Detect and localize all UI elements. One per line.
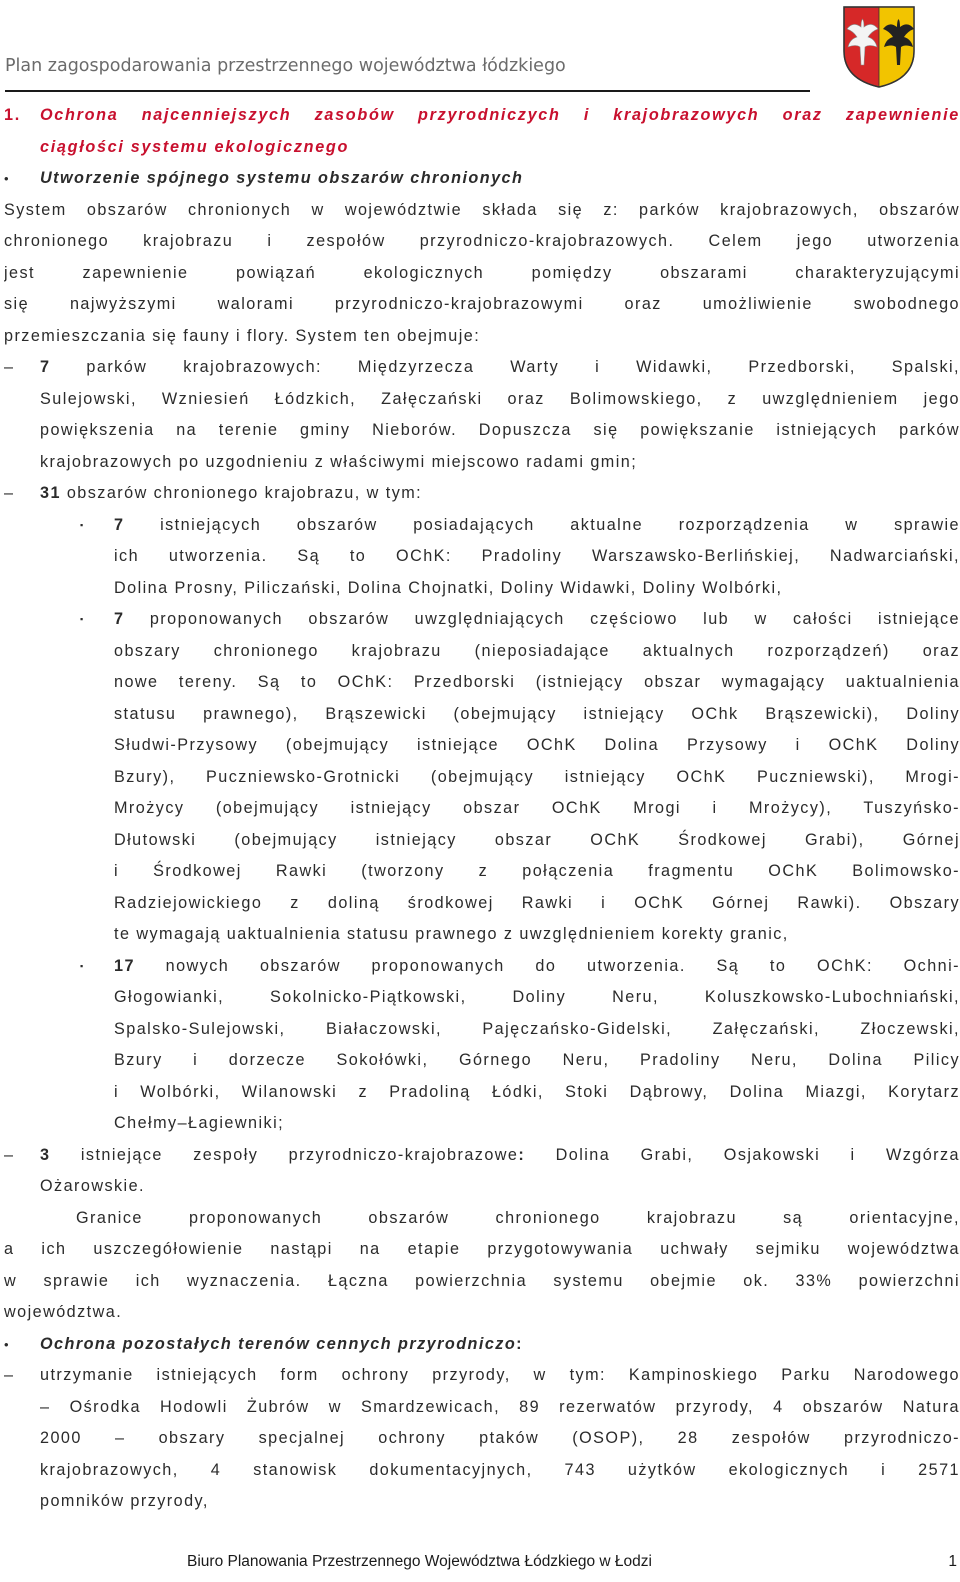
para-line: województwa.: [4, 1303, 123, 1321]
list-line: Dłutowski (obejmujący istniejący obszar OChK Środkowej Grabi), Górnej: [114, 830, 960, 849]
square-bullet-icon: ▪: [80, 519, 85, 530]
para-line: w sprawie ich wyznaczenia. Łączna powierzchnia systemu obejmie ok. 33% powierzchni: [4, 1271, 960, 1290]
list-line: Bzury i dorzecze Sokołówki, Górnego Neru, Pradoliny Neru, Dolina Pilicy: [114, 1051, 960, 1069]
page-header: [5, 48, 810, 92]
protection-text: utrzymanie istniejących form ochrony przyrody, w tym: Kampinoskiego Parku Narodowego: [40, 1366, 960, 1384]
list-line: Chełmy–Łagiewniki;: [114, 1114, 285, 1132]
parks-text: parków krajobrazowych: Międzyrzecza Warty i Widawki, Przedborski, Spalski,: [86, 358, 960, 376]
list-line: krajobrazowych po uzgodnieniu z właściwymi miejscowo radami gmin;: [40, 452, 638, 471]
list-line: Dolina Prosny, Piliczański, Dolina Chojnatki, Doliny Widawki, Doliny Wolbórki,: [114, 578, 783, 597]
dash-item-ochk: [4, 478, 960, 510]
list-line: i Wolbórki, Wilanowski z Pradoliną Łódki, Stoki Dąbrowy, Dolina Miazgi, Korytarz: [114, 1082, 960, 1101]
sub-item-new: [4, 951, 960, 983]
dash-icon: –: [4, 1145, 15, 1164]
ochk-text: obszarów chronionego krajobrazu, w tym:: [66, 484, 423, 502]
list-line: – Ośrodka Hodowli Żubrów w Smardzewicach, 89 rezerwatów przyrody, 4 obszarów Natura: [40, 1397, 960, 1416]
dash-item-complexes: [4, 1140, 960, 1172]
bullet-heading-1: [4, 163, 960, 195]
list-line: i Środkowej Rawki (tworzony z połączenia fragmentu OChK Bolimowsko-: [114, 862, 960, 880]
page-footer: [187, 1553, 957, 1571]
parks-count: 7: [40, 358, 51, 376]
para-line: się najwyższymi walorami przyrodniczo-krajobrazowymi oraz umożliwienie swobodnego: [4, 295, 960, 313]
para-line: jest zapewnienie powiązań ekologicznych pomiędzy obszarami charakteryzującymi: [4, 263, 960, 282]
list-line: Sulejowski, Wzniesień Łódzkich, Załęczański oraz Bolimowskiego, z uwzględnieniem jego: [40, 389, 960, 408]
sub-item-existing: [4, 510, 960, 542]
complexes-count: 3: [40, 1145, 51, 1164]
section-number: 1.: [4, 106, 21, 124]
para-line: Granice proponowanych obszarów chronionego krajobrazu są orientacyjne,: [76, 1208, 960, 1227]
para-line: chronionego krajobrazu i zespołów przyrodniczo-krajobrazowych. Celem jego utworzenia: [4, 232, 960, 250]
bullet-title-2: Ochrona pozostałych terenów cennych przyrodniczo: [40, 1334, 517, 1353]
list-line: obszary chronionego krajobrazu (nieposiadające aktualnych rozporządzeń) oraz: [114, 641, 960, 660]
existing-count: 7: [114, 515, 125, 534]
square-bullet-icon: ▪: [80, 960, 85, 971]
new-text: nowych obszarów proponowanych do utworzenia. Są to OChK: Ochni-: [165, 956, 960, 975]
list-line: nowe tereny. Są to OChK: Przedborski (istniejący obszar wymagający uaktualnienia: [114, 673, 960, 691]
bullet-icon: •: [4, 1336, 11, 1352]
list-line: Głogowianki, Sokolnicko-Piątkowski, Doliny Neru, Koluszkowsko-Lubochniański,: [114, 988, 960, 1006]
page-number: 1: [948, 1553, 957, 1570]
list-line: Radziejowickiego z doliną środkowej Rawki i OChK Górnej Rawki). Obszary: [114, 893, 960, 912]
list-line: Spalsko-Sulejowski, Białaczowski, Pajęczańsko-Gidelski, Załęczański, Złoczewski,: [114, 1019, 960, 1038]
list-line: pomników przyrody,: [40, 1492, 209, 1510]
list-line: krajobrazowych, 4 stanowisk dokumentacyjnych, 743 użytków ekologicznych i 2571: [40, 1460, 960, 1479]
para-line: a ich uszczegółowienie nastąpi na etapie przygotowywania uchwały sejmiku województwa: [4, 1240, 960, 1258]
section-title-1: Ochrona najcenniejszych zasobów przyrodniczych i krajobrazowych oraz zapewnienie: [40, 106, 960, 124]
list-line: Ożarowskie.: [40, 1177, 146, 1195]
complexes-colon: :: [518, 1145, 526, 1164]
dash-item-protection: [4, 1360, 960, 1392]
complexes-text: istniejące zespoły przyrodniczo-krajobrazowe: [80, 1145, 519, 1164]
list-line: te wymagają uaktualnienia statusu prawnego z uwzględnieniem korekty granic,: [114, 925, 789, 943]
list-line: Bzury), Puczniewsko-Grotnicki (obejmujący istniejący OChK Puczniewski), Mrogi-: [114, 767, 960, 786]
dash-item-parks: [4, 352, 960, 384]
complexes-rest: Dolina Grabi, Osjakowski i Wzgórza: [555, 1145, 960, 1164]
existing-text: istniejących obszarów posiadających aktualne rozporządzenia w sprawie: [160, 515, 960, 534]
dash-icon: –: [4, 358, 15, 376]
sub-item-proposed: [4, 604, 960, 636]
ochk-count: 31: [40, 484, 61, 502]
para-line: przemieszczania się fauny i flory. System ten obejmuje:: [4, 326, 481, 345]
dash-icon: –: [4, 484, 15, 502]
bullet-heading-2: [4, 1329, 960, 1361]
dash-icon: –: [4, 1366, 15, 1384]
coat-of-arms-icon: [842, 5, 916, 89]
list-line: 2000 – obszary specjalnej ochrony ptaków (OSOP), 28 zespołów przyrodniczo-: [40, 1429, 960, 1447]
square-bullet-icon: ▪: [80, 614, 85, 624]
list-line: Mrożycy (obejmujący istniejący obszar OChK Mrogi i Mrożycy), Tuszyńsko-: [114, 799, 960, 817]
section-heading-line-1: [4, 100, 960, 132]
document-title: Plan zagospodarowania przestrzennego województwa łódzkiego: [5, 56, 566, 76]
bullet-title-2-colon: :: [516, 1334, 524, 1353]
section-heading-line-2: ciągłości systemu ekologicznego: [40, 137, 350, 156]
new-count: 17: [114, 956, 135, 975]
list-line: ich utworzenia. Są to OChK: Pradoliny Warszawsko-Berlińskiej, Nadwarciański,: [114, 547, 960, 565]
bullet-icon: •: [4, 171, 11, 186]
list-line: statusu prawnego), Brąszewicki (obejmujący istniejący OChk Brąszewicki), Doliny: [114, 704, 960, 723]
bullet-title-1: Utworzenie spójnego systemu obszarów chronionych: [40, 169, 524, 187]
proposed-count: 7: [114, 610, 125, 628]
list-line: Słudwi-Przysowy (obejmujący istniejące OChK Dolina Przysowy i OChK Doliny: [114, 736, 960, 754]
proposed-text: proponowanych obszarów uwzględniających częściowo lub w całości istniejące: [149, 610, 960, 628]
footer-text: Biuro Planowania Przestrzennego Województwa Łódzkiego w Łodzi: [187, 1553, 652, 1570]
document-body: [4, 100, 960, 1518]
list-line: powiększenia na terenie gminy Nieborów. Dopuszcza się powiększanie istniejących parków: [40, 421, 960, 439]
para-line: System obszarów chronionych w województwie składa się z: parków krajobrazowych, obszarów: [4, 200, 960, 219]
